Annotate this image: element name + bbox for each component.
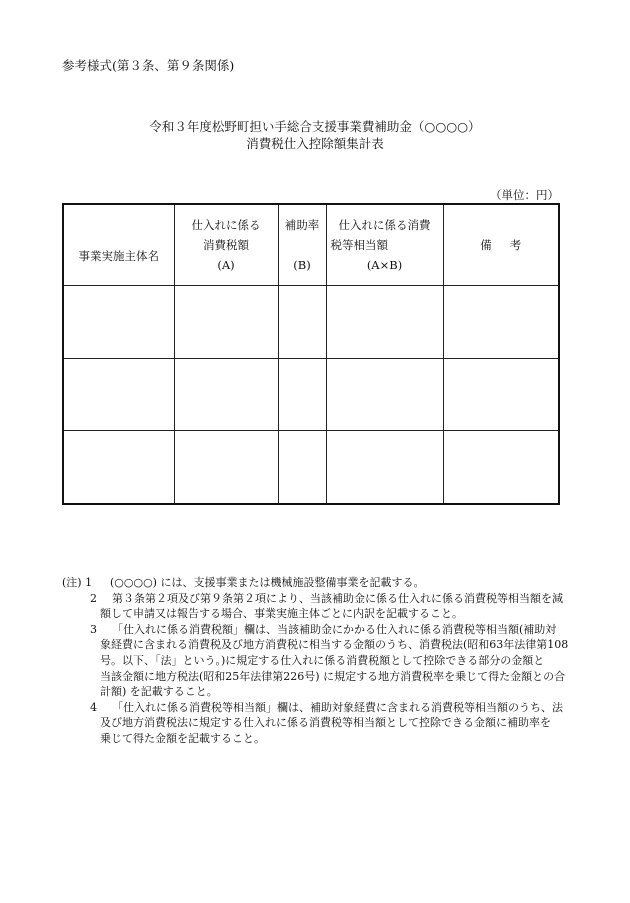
rate-cell[interactable]: [278, 358, 326, 431]
remarks-cell[interactable]: [443, 286, 559, 359]
equivalent-cell[interactable]: [326, 431, 443, 504]
entity-cell[interactable]: [63, 286, 174, 359]
note-4: 4 「仕入れに係る消費税等相当額」欄は、補助対象経費に含まれる消費税等相当額のうち、法 及び地方消費税法に規定する仕入れに係る消費税等相当額として控除できる金額に補助率を 乗じて得た金額を記載すること。: [90, 700, 563, 745]
header-entity: 事業実施主体名: [63, 204, 174, 286]
unit-label: （単位：円）: [490, 188, 559, 202]
note-2: 2 第３条第２項及び第９条第２項により、当該補助金に係る仕入れに係る消費税等相当額を減 額して申請又は報告する場合、事業実施主体ごとに内訳を記載すること。: [90, 591, 563, 621]
tax-cell[interactable]: [174, 431, 278, 504]
rate-cell[interactable]: [278, 431, 326, 504]
document-title: 令和３年度松野町担い手総合支援事業費補助金（○○○○）: [149, 119, 481, 134]
document-subtitle: 消費税仕入控除額集計表: [246, 136, 384, 151]
note-3: 3 「仕入れに係る消費税額」欄は、当該補助金にかかる仕入れに係る消費税等相当額(補助対 象経費に含まれる消費税及び地方消費税に相当する金額のうち、消費税法(昭和63年法律第108 号。以下、「法」という。)に規定する仕入れに係る消費税額として控除できる部分の金額と 当該金額に地方税法(昭和25年法律第226号) に規定する地方消費税率を乗じて得た金額との合 計額) を記載すること。: [90, 622, 569, 699]
remarks-cell[interactable]: [443, 358, 559, 431]
aggregation-table: [62, 203, 560, 505]
note-1: (注) 1 (○○○○) には、支援事業または機械施設整備事業を記載する。: [62, 576, 425, 589]
header-consumption-tax: 仕入れに係る 消費税額 (A): [174, 204, 278, 286]
entity-cell[interactable]: [63, 358, 174, 431]
notes-section: [62, 575, 569, 747]
reference-form-label: 参考様式(第３条、第９条関係): [62, 58, 235, 73]
entity-cell[interactable]: [63, 431, 174, 504]
tax-cell[interactable]: [174, 358, 278, 431]
rate-cell[interactable]: [278, 286, 326, 359]
equivalent-cell[interactable]: [326, 358, 443, 431]
header-tax-equivalent: 仕入れに係る消費 税等相当額 (A×B): [326, 204, 443, 286]
table-header-row: [63, 204, 559, 286]
header-subsidy-rate: 補助率 (B): [278, 204, 326, 286]
tax-cell[interactable]: [174, 286, 278, 359]
remarks-cell[interactable]: [443, 431, 559, 504]
equivalent-cell[interactable]: [326, 286, 443, 359]
table-row: [63, 431, 559, 504]
table-row: [63, 286, 559, 359]
header-remarks: 備考: [443, 204, 559, 286]
table-row: [63, 358, 559, 431]
